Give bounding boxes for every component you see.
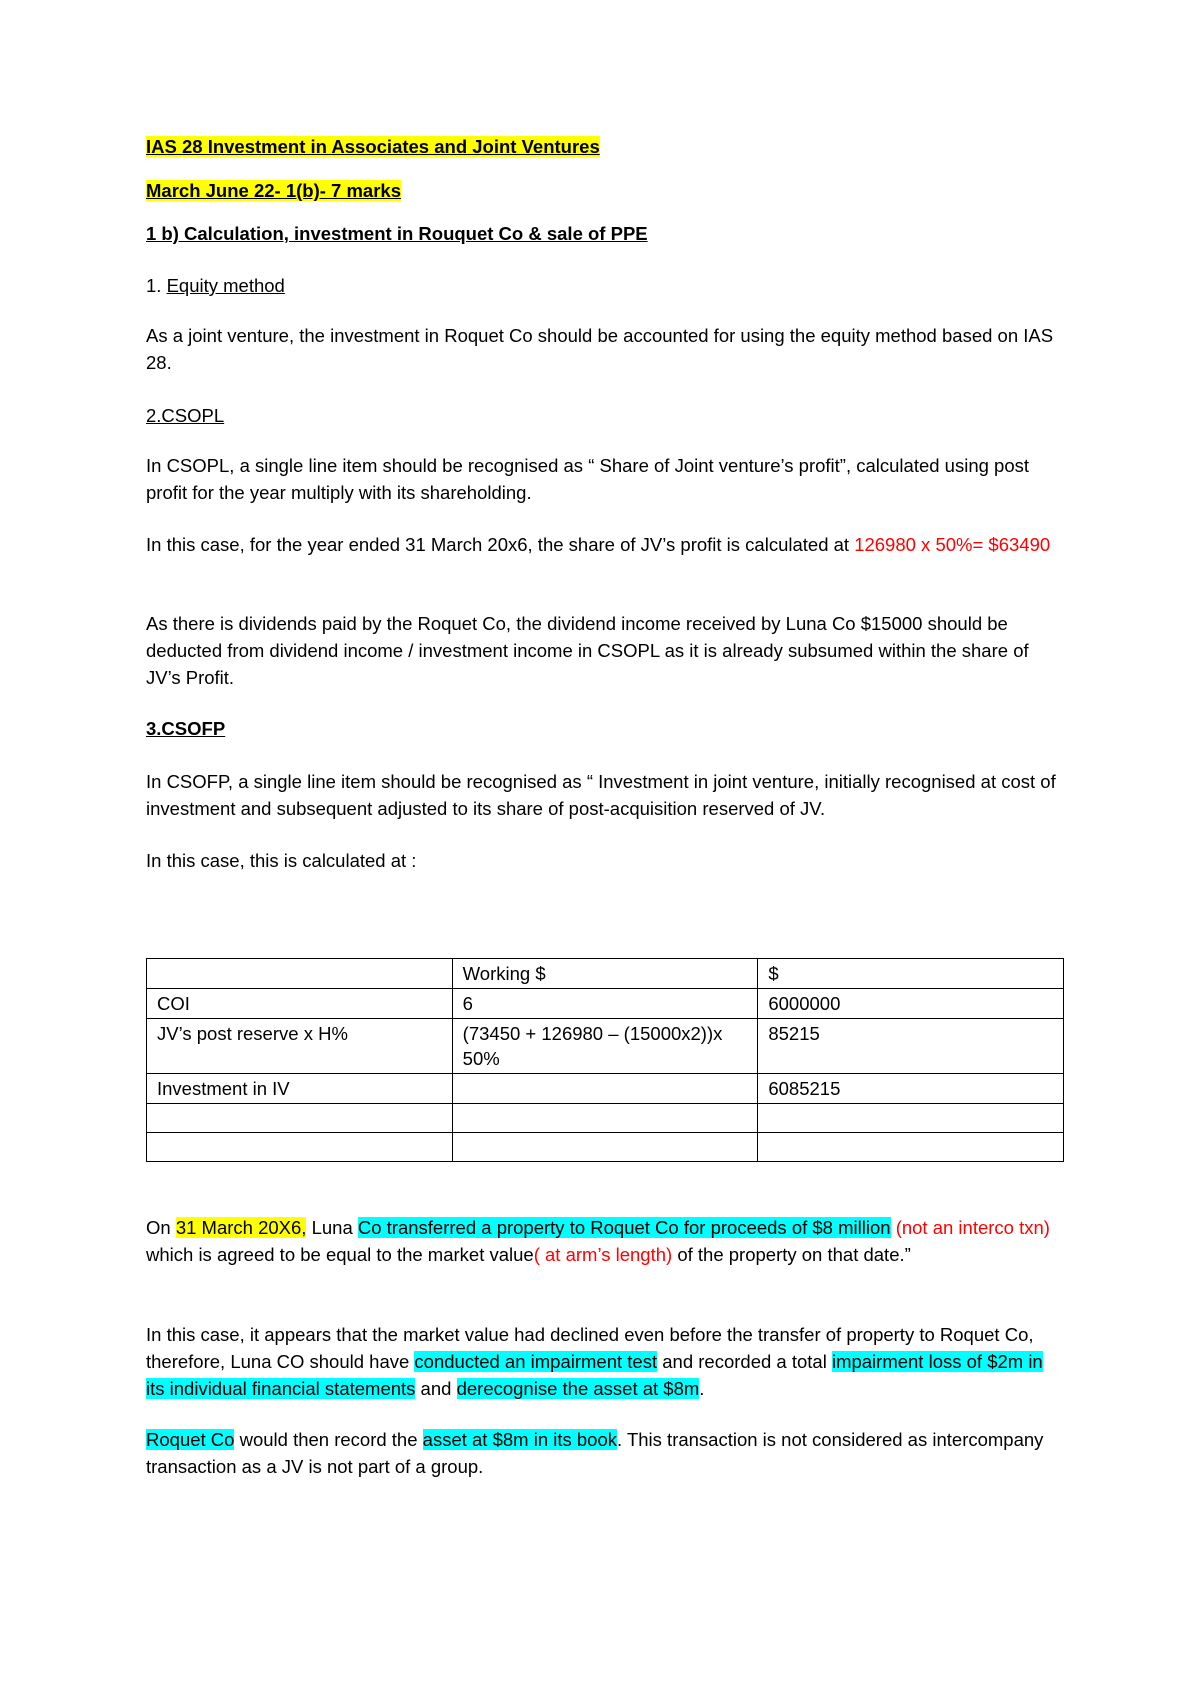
- table-cell: 85215: [758, 1019, 1064, 1074]
- section1-text: As a joint venture, the investment in Roquet Co should be accounted for using the equity method based on IAS 28.: [146, 325, 1054, 373]
- transfer-para2: In this case, it appears that the market value had declined even before the transfer of property to Roquet Co, therefore, Luna CO should have conducted an impairment test and recorded a total impairment loss of $2m in its individual financial statements and derecognise the asset at $8m.: [146, 1324, 1043, 1399]
- section1-heading: 1. Equity method: [146, 275, 285, 296]
- table-cell: [452, 1074, 758, 1104]
- table-cell: [147, 1104, 453, 1133]
- section2-para3: As there is dividends paid by the Roquet Co, the dividend income received by Luna Co $15000 should be deducted from dividend income / investment income in CSOPL as it is already subsumed within the share of JV’s Profit.: [146, 613, 1029, 688]
- section3-para2: In this case, this is calculated at :: [146, 850, 417, 871]
- section2-heading: 2.CSOPL: [146, 405, 225, 426]
- table-row: [147, 1074, 1064, 1104]
- investment-table: [146, 958, 1064, 1162]
- table-cell: 6085215: [758, 1074, 1064, 1104]
- transfer-para3: Roquet Co would then record the asset at $8m in its book. This transaction is not considered as intercompany transaction as a JV is not part of a group.: [146, 1429, 1044, 1477]
- table-cell: JV’s post reserve x H%: [147, 1019, 453, 1074]
- table-cell: [758, 1133, 1064, 1162]
- transfer-para1: On 31 March 20X6, Luna Co transferred a property to Roquet Co for proceeds of $8 million (not an interco txn) which is agreed to be equal to the market value( at arm’s length) of the property on that date.”: [146, 1217, 1050, 1265]
- table-header-cell: [147, 959, 453, 989]
- table-cell: Investment in IV: [147, 1074, 453, 1104]
- section2-para2: In this case, for the year ended 31 March 20x6, the share of JV’s profit is calculated at 126980 x 50%= $63490: [146, 534, 1051, 555]
- table-cell: 6: [452, 989, 758, 1019]
- section3-para1: In CSOFP, a single line item should be recognised as “ Investment in joint venture, initially recognised at cost of investment and subsequent adjusted to its share of post-acquisition reserved of JV.: [146, 771, 1056, 819]
- question-heading: 1 b) Calculation, investment in Rouquet Co & sale of PPE: [146, 223, 648, 244]
- table-row: [147, 1133, 1064, 1162]
- table-cell: 6000000: [758, 989, 1064, 1019]
- table-cell: [452, 1104, 758, 1133]
- document-subtitle: March June 22- 1(b)- 7 marks: [146, 180, 401, 201]
- table-cell: [452, 1133, 758, 1162]
- document-title: IAS 28 Investment in Associates and Joint Ventures: [146, 136, 600, 157]
- table-header-cell: Working $: [452, 959, 758, 989]
- table-header-cell: $: [758, 959, 1064, 989]
- table-row: [147, 1019, 1064, 1074]
- table-header-row: [147, 959, 1064, 989]
- table-row: [147, 989, 1064, 1019]
- table-cell: COI: [147, 989, 453, 1019]
- section2-para1: In CSOPL, a single line item should be recognised as “ Share of Joint venture’s profit”, calculated using post profit for the year multiply with its shareholding.: [146, 455, 1030, 503]
- table-row: [147, 1104, 1064, 1133]
- table-cell: [758, 1104, 1064, 1133]
- table-cell: (73450 + 126980 – (15000x2))x 50%: [452, 1019, 758, 1074]
- table-cell: [147, 1133, 453, 1162]
- section3-heading: 3.CSOFP: [146, 718, 226, 739]
